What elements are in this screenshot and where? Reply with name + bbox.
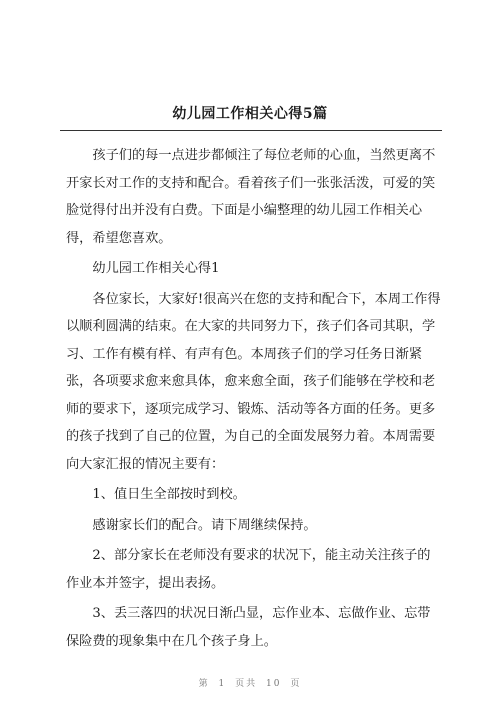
body-paragraph: 各位家长，大家好!很高兴在您的支持和配合下，本周工作得以顺利圆满的结束。在大家的共同努力下，孩子们各司其职，学习、工作有模有样、有声有色。本周孩子们的学习任务日渐紧张，各项要求愈来愈具体，愈来愈全面，孩子们能够在学校和老师的要求下，逐项完成学习、锻炼、活动等各方面的任务。更多的孩子找到了自己的位置，为自己的全面发展努力着。本周需要向大家汇报的情况主要有： — [66, 291, 441, 472]
document-body — [66, 142, 442, 655]
list-item: 1、值日生全部按时到校。 — [92, 487, 246, 502]
footer-page-number: 1 — [218, 679, 227, 689]
intro-paragraph: 孩子们的每一点进步都倾注了每位老师的心血，当然更离不开家长对工作的支持和配合。看着孩子们一张张活泼，可爱的笑脸觉得付出并没有白费。下面是小编整理的幼儿园工作相关心得，希望您喜欢。 — [66, 148, 436, 246]
footer-page-mid: 页共 — [235, 679, 258, 689]
body-paragraph: 感谢家长们的配合。请下周继续保持。 — [92, 517, 317, 533]
title-divider — [60, 130, 442, 131]
footer-page-suffix: 页 — [290, 679, 302, 689]
section-heading: 幼儿园工作相关心得1 — [92, 261, 220, 276]
footer-page-total: 10 — [266, 679, 282, 689]
page-footer — [0, 676, 500, 689]
document-title: 幼儿园工作相关心得5篇 — [172, 106, 328, 122]
footer-page-prefix: 第 — [198, 679, 210, 689]
list-item: 2、部分家长在老师没有要求的状况下，能主动关注孩子的作业本并签字，提出表扬。 — [66, 548, 431, 591]
list-item: 3、丢三落四的状况日渐凸显，忘作业本、忘做作业、忘带保险费的现象集中在几个孩子身上。 — [66, 606, 431, 649]
